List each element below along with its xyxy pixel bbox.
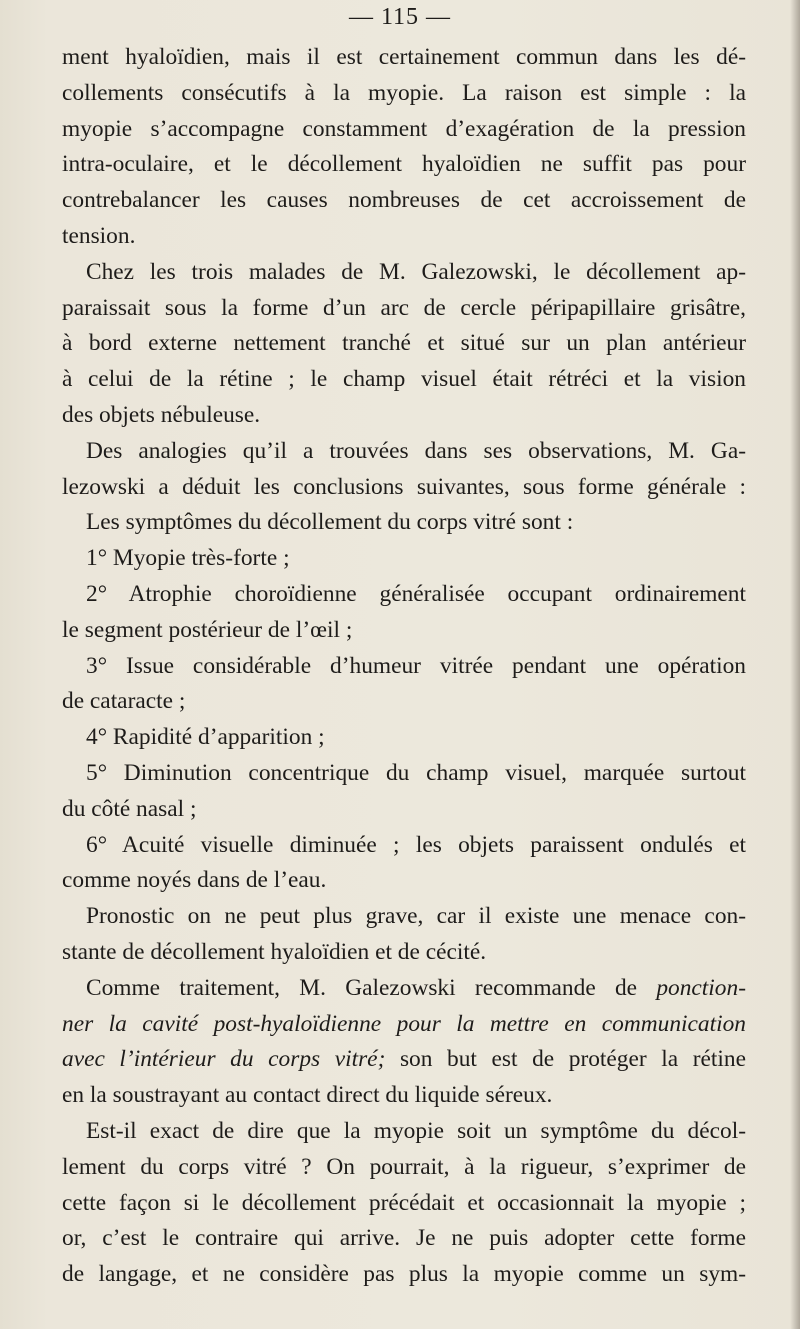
italic-segment: ponction- xyxy=(656,974,746,1001)
text-line: Des analogies qu’il a trouvées dans ses observations, M. Ga- xyxy=(86,437,746,464)
text-line: contrebalancer les causes nombreuses de cet accroissement de xyxy=(62,187,746,214)
text-line: à bord externe nettement tranché et situé sur un plan antérieur xyxy=(62,330,746,357)
text-line: en la soustrayant au contact direct du liquide séreux. xyxy=(62,1082,553,1109)
text-line: stante de décollement hyaloïdien et de cécité. xyxy=(62,938,487,965)
body-text xyxy=(62,40,746,1293)
text-line-mixed xyxy=(62,1042,746,1078)
text-line: 2° Atrophie choroïdienne généralisée occupant ordinairement xyxy=(86,580,746,607)
text-line: à celui de la rétine ; le champ visuel était rétréci et la vision xyxy=(62,366,746,393)
text-line: Les symptômes du décollement du corps vitré sont : xyxy=(86,509,574,536)
text-segment: Comme traitement, M. Galezowski recommande de xyxy=(86,974,638,1001)
text-line: Est-il exact de dire que la myopie soit un symptôme du décol- xyxy=(86,1117,746,1144)
text-line: lezowski a déduit les conclusions suivantes, sous forme générale : xyxy=(62,473,746,500)
text-line: 6° Acuité visuelle diminuée ; les objets paraissent ondulés et xyxy=(86,831,746,858)
page-number: — 115 — xyxy=(348,4,452,30)
text-line: 4° Rapidité d’apparition ; xyxy=(86,724,325,751)
text-line: 3° Issue considérable d’humeur vitrée pendant une opération xyxy=(86,652,746,679)
text-line: Pronostic on ne peut plus grave, car il existe une menace con- xyxy=(86,903,746,930)
text-line: de langage, et ne considère pas plus la myopie comme un sym- xyxy=(62,1261,746,1288)
text-line: paraissait sous la forme d’un arc de cercle péripapillaire grisâtre, xyxy=(62,294,746,321)
text-line: collements consécutifs à la myopie. La raison est simple : la xyxy=(62,79,746,106)
text-line-mixed xyxy=(62,971,746,1007)
text-line: comme noyés dans de l’eau. xyxy=(62,867,327,894)
text-segment: son but est de protéger la rétine xyxy=(399,1046,746,1073)
italic-segment: ner la cavité post-hyaloïdienne pour la mettre en communication xyxy=(62,1010,746,1037)
text-line: du côté nasal ; xyxy=(62,795,197,822)
text-line: or, c’est le contraire qui arrive. Je ne puis adopter cette forme xyxy=(62,1225,746,1252)
text-line: Chez les trois malades de M. Galezowski, le décollement ap- xyxy=(86,258,746,285)
text-line: ment hyaloïdien, mais il est certainement commun dans les dé- xyxy=(62,44,746,70)
text-line: 1° Myopie très-forte ; xyxy=(86,545,290,572)
text-line: des objets nébuleuse. xyxy=(62,401,261,428)
text-line: 5° Diminution concentrique du champ visuel, marquée surtout xyxy=(86,759,746,786)
page-gutter-shadow xyxy=(790,0,800,1329)
text-line: intra-oculaire, et le décollement hyaloïdien ne suffit pas pour xyxy=(62,151,746,178)
text-line: myopie s’accompagne constamment d’exagération de la pression xyxy=(62,115,746,142)
text-line: de cataracte ; xyxy=(62,688,186,715)
italic-segment: avec l’intérieur du corps vitré; xyxy=(62,1046,386,1073)
text-line-italic xyxy=(62,1007,746,1043)
text-line: cette façon si le décollement précédait et occasionnait la myopie ; xyxy=(62,1189,746,1216)
text-line: lement du corps vitré ? On pourrait, à la rigueur, s’exprimer de xyxy=(62,1153,746,1180)
text-line: le segment postérieur de l’œil ; xyxy=(62,616,353,643)
text-line: tension. xyxy=(62,222,136,249)
